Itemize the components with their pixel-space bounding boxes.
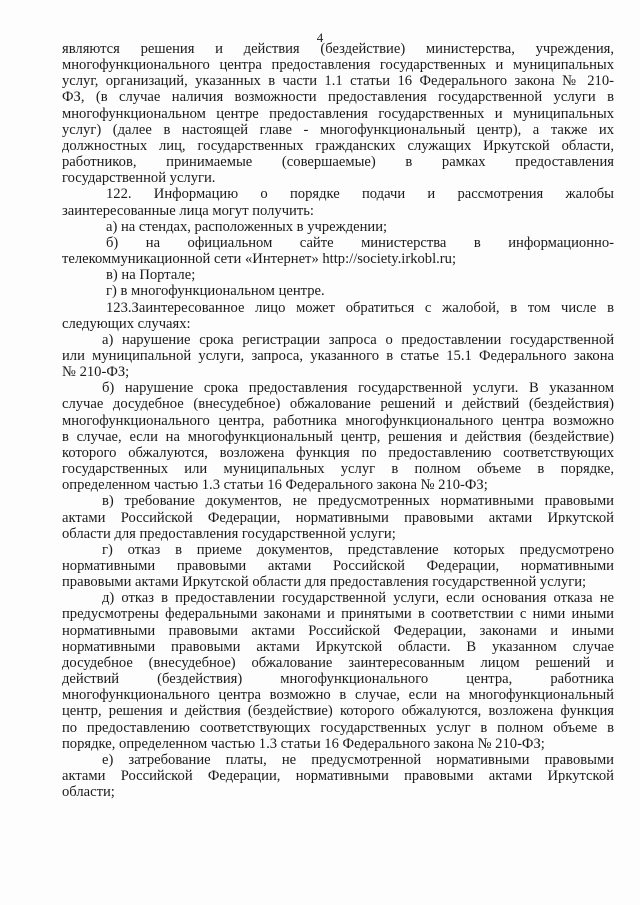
text-line: услуг, организаций, указанных в части 1.1 статьи 16 Федерального закона № 210- [62,73,614,90]
text-line: многофункционального центра возможно в случае, если на многофункциональный [62,687,614,704]
text-line: по предоставлению соответствующих государственных услуг в полном объеме в [62,719,614,736]
text-line: должностных лиц, государственных гражданских служащих Иркутской области, [62,137,614,154]
text-line: в случае, если на многофункциональный центр, решения и действия (бездействие) [62,428,614,445]
page-number: 4 [316,30,324,45]
text-line: нормативными правовыми актами Иркутской области. В указанном случае [62,638,614,655]
text-line: телекоммуникационной сети «Интернет» http://society.irkobl.ru; [62,251,457,268]
text-line: многофункциональном центре предоставления государственных и муниципальных [62,105,614,122]
text-line: в) на Портале; [106,267,196,284]
text-line: нормативными правовыми актами Российской Федерации, нормативными [62,558,614,574]
text-line: а) нарушение срока регистрации запроса о предоставлении государственной [102,331,614,348]
text-line: государственной услуги. [62,170,216,187]
text-line: действий (бездействия) многофункционального центра, работника [62,671,614,688]
text-line: случае досудебное (внесудебное) обжалование решений и действий (бездействия) [62,396,614,413]
text-line: а) на стендах, расположенных в учреждении; [106,218,388,235]
text-line: актами Российской Федерации, нормативными правовыми актами Иркутской [62,509,614,526]
text-line: следующих случаях: [62,315,191,332]
text-line: актами Российской Федерации, нормативными правовыми актами Иркутской [62,768,614,785]
text-line: или муниципальной услуги, запроса, указанного в статье 15.1 Федерального закона [62,347,614,364]
text-line: б) на официальном сайте министерства в информационно- [106,234,614,251]
text-line: правовыми актами Иркутской области для предоставления государственной услуги; [62,574,587,591]
text-line: предусмотрены федеральными законами и принятыми в соответствии с ними иными [62,606,614,623]
text-line: нормативными правовыми актами Российской Федерации, законами и иными [62,622,614,639]
text-line: являются решения и действия (бездействие) министерства, учреждения, [62,41,614,57]
text-line: заинтересованные лица могут получить: [62,202,314,219]
text-line: д) отказ в предоставлении государственной услуги, если основания отказа не [102,590,614,607]
text-line: области для предоставления государственной услуги; [62,525,396,542]
text-line: 123.Заинтересованное лицо может обратиться с жалобой, в том числе в [106,299,614,316]
text-line: 122. Информацию о порядке подачи и рассмотрения жалобы [106,186,614,203]
text-line: работников, принимаемые (совершаемые) в рамках предоставления [62,154,614,171]
text-line: г) в многофункциональном центре. [106,283,325,300]
document-body [62,41,614,800]
text-line: ФЗ, (в случае наличия возможности предоставления государственной услуги в [62,89,614,106]
text-line: определенном частью 1.3 статьи 16 Федерального закона № 210-ФЗ; [62,477,488,494]
text-line: № 210-ФЗ; [62,364,130,381]
text-line: государственных или муниципальных услуг в полном объеме в порядке, [62,461,614,478]
text-line: которого обжалуются, возложена функция по предоставлению соответствующих [62,444,614,461]
text-line: области; [62,784,115,801]
text-line: б) нарушение срока предоставления государственной услуги. В указанном [102,380,614,397]
text-line: г) отказ в приеме документов, представление которых предусмотрено [102,541,614,558]
text-line: досудебное (внесудебное) обжалование заинтересованным лицом решений и [62,654,614,671]
text-line: услуг) (далее в настоящей главе - многофункциональный центр), а также их [62,121,614,138]
text-line: в) требование документов, не предусмотренных нормативными правовыми [102,493,614,510]
text-line: е) затребование платы, не предусмотренной нормативными правовыми [102,751,614,768]
text-line: многофункционального центра предоставления государственных и муниципальных [62,57,614,74]
text-line: многофункционального центра, работника многофункционального центра возможно [62,412,614,429]
text-line: центр, решения и действия (бездействие) которого обжалуются, возложена функция [62,703,614,720]
text-line: порядке, определенном частью 1.3 статьи 16 Федерального закона № 210-ФЗ; [62,735,545,752]
